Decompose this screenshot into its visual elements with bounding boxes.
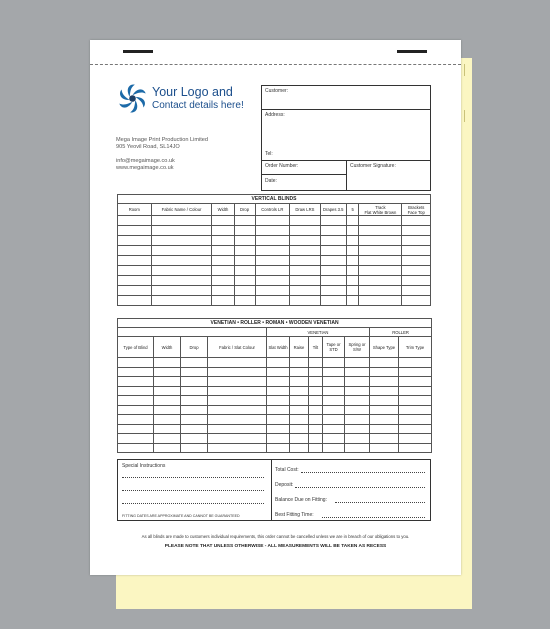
entry-cell[interactable] [267, 358, 290, 368]
logo-text [152, 86, 244, 112]
entry-cell[interactable] [234, 296, 255, 306]
entry-cell[interactable] [208, 358, 267, 368]
table-row [118, 266, 431, 276]
entry-cell[interactable] [309, 415, 323, 425]
entry-cell[interactable] [267, 396, 290, 406]
entry-cell[interactable] [290, 236, 320, 246]
entry-cell[interactable] [359, 246, 402, 256]
col-track [359, 204, 402, 216]
entry-cell[interactable] [309, 377, 323, 387]
order-form-sheet [90, 40, 461, 575]
entry-cell[interactable] [208, 396, 267, 406]
entry-cell[interactable] [154, 405, 181, 415]
col-drop: Drop [181, 337, 208, 358]
entry-cell[interactable] [212, 256, 234, 266]
entry-cell[interactable] [323, 405, 345, 415]
entry-cell[interactable] [208, 386, 267, 396]
entry-cell[interactable] [255, 216, 290, 226]
entry-cell[interactable] [255, 266, 290, 276]
roller-group-header: ROLLER [370, 328, 432, 337]
entry-cell[interactable] [346, 226, 359, 236]
entry-cell[interactable] [370, 415, 399, 425]
spacer-cell [118, 328, 267, 337]
table-row [118, 236, 431, 246]
cancellation-note: As all blinds are made to customers individual requirements, this order cannot be cancelled unless we are in breach of our obligations to you. [141, 534, 410, 539]
entry-cell[interactable] [309, 396, 323, 406]
entry-cell[interactable] [208, 443, 267, 453]
entry-cell[interactable] [402, 266, 431, 276]
entry-cell[interactable] [234, 236, 255, 246]
entry-cell[interactable] [118, 405, 154, 415]
vertical-blinds-table [117, 194, 431, 306]
entry-cell[interactable] [118, 266, 152, 276]
entry-cell[interactable] [399, 396, 432, 406]
entry-cell[interactable] [208, 434, 267, 444]
entry-cell[interactable] [118, 246, 152, 256]
entry-cell[interactable] [370, 405, 399, 415]
table-row [118, 216, 431, 226]
entry-cell[interactable] [267, 415, 290, 425]
entry-cell[interactable] [290, 386, 309, 396]
table-row [118, 276, 431, 286]
tel-field[interactable]: Tel: [265, 151, 273, 157]
entry-cell[interactable] [290, 246, 320, 256]
entry-cell[interactable] [151, 246, 212, 256]
col-draw: Draw LRS [290, 204, 320, 216]
brackets-label: Brackets [408, 204, 425, 210]
entry-cell[interactable] [346, 276, 359, 286]
entry-cell[interactable] [118, 386, 154, 396]
entry-cell[interactable] [346, 256, 359, 266]
entry-cell[interactable] [290, 266, 320, 276]
entry-cell[interactable] [154, 434, 181, 444]
entry-cell[interactable] [255, 276, 290, 286]
entry-cell[interactable] [118, 443, 154, 453]
entry-cell[interactable] [346, 236, 359, 246]
entry-cell[interactable] [154, 386, 181, 396]
entry-cell[interactable] [399, 405, 432, 415]
entry-cell[interactable] [118, 367, 154, 377]
entry-cell[interactable] [309, 443, 323, 453]
entry-cell[interactable] [399, 415, 432, 425]
entry-cell[interactable] [181, 396, 208, 406]
entry-cell[interactable] [323, 396, 345, 406]
col-tape-or-std: Tape or STD [323, 337, 345, 358]
entry-cell[interactable] [154, 396, 181, 406]
entry-cell[interactable] [402, 236, 431, 246]
logo-line2: Contact details here! [152, 100, 244, 111]
entry-cell[interactable] [359, 236, 402, 246]
col-drapes: Drapes 3.5 [320, 204, 346, 216]
entry-cell[interactable] [345, 434, 370, 444]
logo-line1: Your Logo and [152, 85, 233, 99]
entry-cell[interactable] [370, 386, 399, 396]
entry-cell[interactable] [309, 434, 323, 444]
entry-cell[interactable] [345, 377, 370, 387]
copy-sheet-mark [464, 110, 465, 122]
company-name: Mega Image Print Production Limited [116, 137, 209, 143]
deposit-label: Deposit: [275, 482, 294, 488]
entry-cell[interactable] [151, 276, 212, 286]
entry-cell[interactable] [370, 377, 399, 387]
entry-cell[interactable] [323, 358, 345, 368]
table-row [118, 415, 432, 425]
entry-cell[interactable] [345, 358, 370, 368]
col-slat-width: Slat Width [267, 337, 290, 358]
entry-cell[interactable] [370, 424, 399, 434]
entry-cell[interactable] [320, 246, 346, 256]
entry-cell[interactable] [290, 276, 320, 286]
entry-cell[interactable] [359, 296, 402, 306]
special-instructions-label: Special Instructions [122, 463, 166, 469]
punch-mark [123, 50, 153, 53]
table-row [118, 434, 432, 444]
entry-cell[interactable] [323, 377, 345, 387]
entry-cell[interactable] [154, 443, 181, 453]
entry-cell[interactable] [399, 434, 432, 444]
entry-cell[interactable] [399, 377, 432, 387]
entry-cell[interactable] [151, 226, 212, 236]
balance-due-field[interactable] [335, 502, 425, 503]
entry-cell[interactable] [323, 434, 345, 444]
brackets-options: Face Top [407, 209, 425, 215]
entry-cell[interactable] [181, 386, 208, 396]
entry-cell[interactable] [290, 434, 309, 444]
track-label: Track [375, 204, 386, 210]
entry-cell[interactable] [267, 424, 290, 434]
col-fabric-slat-colour: Fabric / Slat Colour [208, 337, 267, 358]
table-row [118, 405, 432, 415]
entry-cell[interactable] [255, 256, 290, 266]
entry-cell[interactable] [399, 358, 432, 368]
entry-cell[interactable] [370, 396, 399, 406]
entry-cell[interactable] [255, 296, 290, 306]
entry-cell[interactable] [290, 226, 320, 236]
deposit-field[interactable] [295, 487, 425, 488]
entry-cell[interactable] [154, 358, 181, 368]
entry-cell[interactable] [151, 216, 212, 226]
table-row [118, 367, 432, 377]
entry-cell[interactable] [208, 405, 267, 415]
entry-cell[interactable] [345, 415, 370, 425]
entry-cell[interactable] [345, 424, 370, 434]
perforation-line [90, 64, 461, 65]
entry-cell[interactable] [208, 377, 267, 387]
instructions-line[interactable] [122, 477, 264, 478]
copy-sheet-mark [464, 64, 465, 76]
col-controls: Controls LR [255, 204, 290, 216]
entry-cell[interactable] [309, 386, 323, 396]
entry-cell[interactable] [402, 226, 431, 236]
entry-cell[interactable] [359, 276, 402, 286]
entry-cell[interactable] [345, 396, 370, 406]
entry-cell[interactable] [290, 286, 320, 296]
entry-cell[interactable] [118, 424, 154, 434]
punch-mark [397, 50, 427, 53]
entry-cell[interactable] [345, 386, 370, 396]
entry-cell[interactable] [290, 367, 309, 377]
entry-cell[interactable] [181, 424, 208, 434]
entry-cell[interactable] [320, 216, 346, 226]
entry-cell[interactable] [290, 377, 309, 387]
entry-cell[interactable] [320, 256, 346, 266]
entry-cell[interactable] [290, 405, 309, 415]
entry-cell[interactable] [346, 286, 359, 296]
entry-cell[interactable] [309, 358, 323, 368]
entry-cell[interactable] [118, 226, 152, 236]
entry-cell[interactable] [346, 216, 359, 226]
entry-cell[interactable] [212, 286, 234, 296]
entry-cell[interactable] [309, 424, 323, 434]
entry-cell[interactable] [255, 236, 290, 246]
entry-cell[interactable] [118, 377, 154, 387]
entry-cell[interactable] [320, 286, 346, 296]
entry-cell[interactable] [345, 405, 370, 415]
customer-signature-field[interactable]: Customer Signature: [350, 163, 396, 169]
table-row [118, 358, 432, 368]
table-row [118, 443, 432, 453]
entry-cell[interactable] [370, 443, 399, 453]
entry-cell[interactable] [309, 405, 323, 415]
entry-cell[interactable] [359, 256, 402, 266]
entry-cell[interactable] [359, 226, 402, 236]
table-row [118, 296, 431, 306]
date-field[interactable]: Date: [265, 178, 277, 184]
entry-cell[interactable] [181, 367, 208, 377]
total-cost-label: Total Cost: [275, 467, 299, 473]
entry-cell[interactable] [267, 434, 290, 444]
company-address: 905 Yeovil Road, SL14JO [116, 144, 180, 150]
entry-cell[interactable] [323, 424, 345, 434]
table-row [118, 226, 431, 236]
entry-cell[interactable] [255, 226, 290, 236]
table-row [118, 256, 431, 266]
entry-cell[interactable] [118, 358, 154, 368]
table-row [118, 377, 432, 387]
col-width: Width [154, 337, 181, 358]
entry-cell[interactable] [402, 246, 431, 256]
entry-cell[interactable] [323, 367, 345, 377]
special-instructions-box [117, 459, 431, 521]
entry-cell[interactable] [234, 256, 255, 266]
measurement-note: PLEASE NOTE THAT UNLESS OTHERWISE - ALL MEASUREMENTS WILL BE TAKEN AS RECESS [164, 544, 387, 549]
entry-cell[interactable] [320, 276, 346, 286]
entry-cell[interactable] [118, 236, 152, 246]
order-number-field[interactable]: Order Number: [265, 163, 299, 169]
entry-cell[interactable] [208, 424, 267, 434]
entry-cell[interactable] [290, 256, 320, 266]
entry-cell[interactable] [320, 226, 346, 236]
col-brackets [402, 204, 431, 216]
logo-icon [116, 82, 149, 115]
entry-cell[interactable] [151, 256, 212, 266]
entry-cell[interactable] [359, 266, 402, 276]
best-fitting-time-label: Best Fitting Time: [275, 512, 314, 518]
entry-cell[interactable] [320, 266, 346, 276]
entry-cell[interactable] [181, 377, 208, 387]
col-tilt: Tilt [309, 337, 323, 358]
col-trim-type: Trim Type [399, 337, 432, 358]
entry-cell[interactable] [290, 396, 309, 406]
best-fitting-time-field[interactable] [322, 517, 425, 518]
entry-cell[interactable] [267, 386, 290, 396]
entry-cell[interactable] [151, 266, 212, 276]
entry-cell[interactable] [320, 236, 346, 246]
col-room: Room [118, 204, 152, 216]
venetian-roller-title: VENETIAN • ROLLER • ROMAN • WOODEN VENETIAN [118, 319, 432, 328]
col-raise: Raise [290, 337, 309, 358]
customer-field[interactable]: Customer: [265, 88, 289, 94]
company-website: www.megaimage.co.uk [116, 165, 174, 171]
entry-cell[interactable] [118, 256, 152, 266]
entry-cell[interactable] [399, 424, 432, 434]
table-row [118, 246, 431, 256]
entry-cell[interactable] [402, 286, 431, 296]
entry-cell[interactable] [359, 286, 402, 296]
col-fabric-name-colour: Fabric Name / Colour [151, 204, 212, 216]
entry-cell[interactable] [151, 286, 212, 296]
col-type-of-blind: Type of Blind [118, 337, 154, 358]
entry-cell[interactable] [181, 405, 208, 415]
col-drapes-5: 5 [346, 204, 359, 216]
entry-cell[interactable] [208, 415, 267, 425]
entry-cell[interactable] [212, 246, 234, 256]
entry-cell[interactable] [290, 296, 320, 306]
track-options: Flat White Brown [364, 209, 397, 215]
entry-cell[interactable] [346, 266, 359, 276]
entry-cell[interactable] [402, 216, 431, 226]
table-row [118, 424, 432, 434]
col-shape-type: Shape Type [370, 337, 399, 358]
entry-cell[interactable] [346, 246, 359, 256]
entry-cell[interactable] [234, 226, 255, 236]
entry-cell[interactable] [255, 246, 290, 256]
entry-cell[interactable] [234, 266, 255, 276]
entry-cell[interactable] [267, 405, 290, 415]
entry-cell[interactable] [154, 367, 181, 377]
total-cost-field[interactable] [301, 472, 425, 473]
entry-cell[interactable] [234, 246, 255, 256]
balance-due-label: Balance Due on Fitting: [275, 497, 327, 503]
entry-cell[interactable] [370, 367, 399, 377]
entry-cell[interactable] [290, 216, 320, 226]
instructions-line[interactable] [122, 490, 264, 491]
entry-cell[interactable] [402, 256, 431, 266]
instructions-line[interactable] [122, 503, 264, 504]
entry-cell[interactable] [399, 367, 432, 377]
table-row [118, 286, 431, 296]
entry-cell[interactable] [290, 424, 309, 434]
entry-cell[interactable] [255, 286, 290, 296]
entry-cell[interactable] [151, 296, 212, 306]
entry-cell[interactable] [345, 443, 370, 453]
entry-cell[interactable] [345, 367, 370, 377]
entry-cell[interactable] [154, 424, 181, 434]
entry-cell[interactable] [118, 276, 152, 286]
address-field[interactable]: Address: [265, 112, 285, 118]
entry-cell[interactable] [118, 396, 154, 406]
entry-cell[interactable] [267, 367, 290, 377]
entry-cell[interactable] [267, 377, 290, 387]
entry-cell[interactable] [181, 415, 208, 425]
entry-cell[interactable] [212, 236, 234, 246]
col-spring: Spring or S/W [345, 337, 370, 358]
entry-cell[interactable] [370, 358, 399, 368]
entry-cell[interactable] [234, 216, 255, 226]
entry-cell[interactable] [118, 286, 152, 296]
entry-cell[interactable] [346, 296, 359, 306]
entry-cell[interactable] [212, 296, 234, 306]
entry-cell[interactable] [370, 434, 399, 444]
entry-cell[interactable] [208, 367, 267, 377]
customer-details-box [261, 85, 431, 191]
venetian-group-header: VENETIAN [267, 328, 370, 337]
entry-cell[interactable] [399, 443, 432, 453]
entry-cell[interactable] [212, 216, 234, 226]
entry-cell[interactable] [323, 415, 345, 425]
table-row [118, 396, 432, 406]
entry-cell[interactable] [234, 286, 255, 296]
entry-cell[interactable] [359, 216, 402, 226]
entry-cell[interactable] [323, 386, 345, 396]
col-width: Width [212, 204, 234, 216]
company-email: info@megaimage.co.uk [116, 158, 175, 164]
entry-cell[interactable] [181, 434, 208, 444]
entry-cell[interactable] [118, 434, 154, 444]
entry-cell[interactable] [154, 415, 181, 425]
entry-cell[interactable] [118, 216, 152, 226]
entry-cell[interactable] [402, 276, 431, 286]
entry-cell[interactable] [118, 296, 152, 306]
entry-cell[interactable] [181, 358, 208, 368]
entry-cell[interactable] [290, 415, 309, 425]
entry-cell[interactable] [290, 443, 309, 453]
entry-cell[interactable] [212, 276, 234, 286]
entry-cell[interactable] [234, 276, 255, 286]
entry-cell[interactable] [320, 296, 346, 306]
entry-cell[interactable] [154, 377, 181, 387]
vertical-blinds-title: VERTICAL BLINDS [118, 195, 431, 204]
col-drop: Drop [234, 204, 255, 216]
entry-cell[interactable] [151, 236, 212, 246]
entry-cell[interactable] [402, 296, 431, 306]
entry-cell[interactable] [323, 443, 345, 453]
entry-cell[interactable] [399, 386, 432, 396]
entry-cell[interactable] [118, 415, 154, 425]
table-row [118, 386, 432, 396]
entry-cell[interactable] [309, 367, 323, 377]
entry-cell[interactable] [212, 226, 234, 236]
entry-cell[interactable] [290, 358, 309, 368]
venetian-roller-table [117, 318, 432, 453]
fitting-disclaimer: FITTING DATES ARE APPROXIMATE AND CANNOT BE GUARANTEED [122, 514, 240, 518]
entry-cell[interactable] [181, 443, 208, 453]
entry-cell[interactable] [212, 266, 234, 276]
entry-cell[interactable] [267, 443, 290, 453]
